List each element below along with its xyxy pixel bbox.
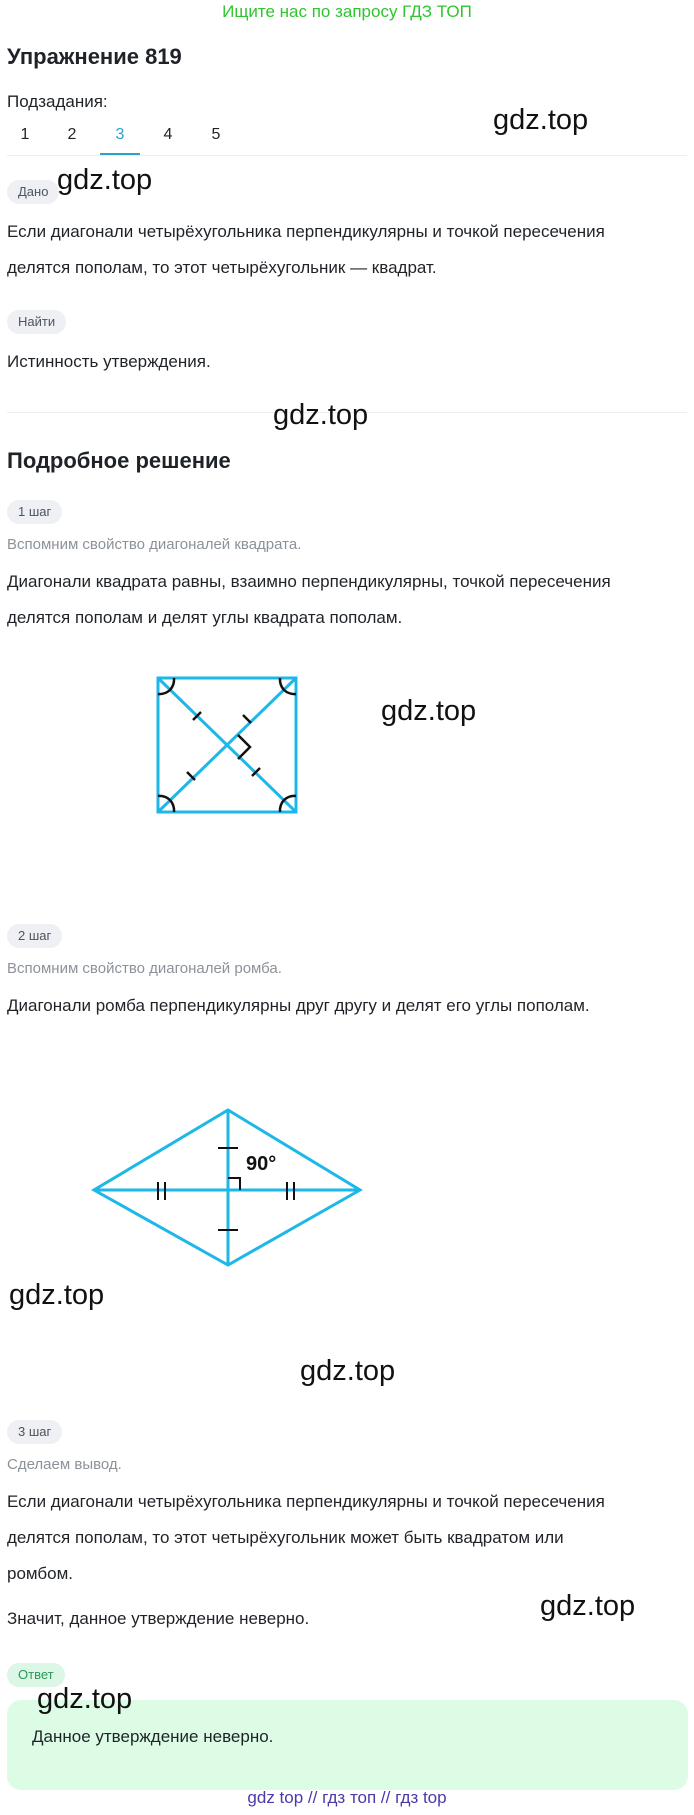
given-line-2: делятся пополам, то этот четырёхугольник — квадрат. — [7, 258, 437, 277]
tick-mark-3 — [187, 772, 195, 780]
watermark: gdz.top — [9, 1279, 105, 1311]
page-title: Упражнение 819 — [7, 44, 182, 69]
footer-links[interactable]: gdz top // гдз топ // гдз top — [247, 1788, 447, 1807]
corner-arc-bl — [158, 796, 174, 812]
corner-arc-br — [280, 796, 296, 812]
step-1-line-1: Диагонали квадрата равны, взаимно перпендикулярны, точкой пересечения — [7, 572, 611, 591]
step-3-line-4: Значит, данное утверждение неверно. — [7, 1609, 310, 1628]
tab-subtask-2[interactable]: 2 — [67, 126, 77, 143]
step-2-hint: Вспомним свойство диагоналей ромба. — [7, 960, 282, 977]
answer-badge: Ответ — [7, 1663, 65, 1687]
tick-mark-2 — [252, 768, 260, 776]
step-3-hint: Сделаем вывод. — [7, 1456, 122, 1473]
step-3-line-3: ромбом. — [7, 1564, 74, 1583]
subtasks-label: Подзадания: — [7, 92, 108, 111]
given-badge: Дано — [7, 180, 59, 204]
watermark: gdz.top — [57, 164, 153, 196]
search-banner[interactable]: Ищите нас по запросу ГДЗ ТОП — [222, 2, 472, 21]
step-1-line-2: делятся пополам и делят углы квадрата пополам. — [7, 608, 403, 627]
right-angle-mark — [228, 1178, 240, 1190]
tick-mark-1 — [193, 712, 201, 720]
watermark: gdz.top — [273, 399, 369, 431]
step-3-line-1: Если диагонали четырёхугольника перпендикулярны и точкой пересечения — [7, 1492, 605, 1511]
corner-arc-tl — [158, 678, 174, 694]
watermark: gdz.top — [37, 1683, 133, 1715]
square-diagonal-2 — [158, 678, 296, 812]
watermark: gdz.top — [381, 695, 477, 727]
angle-label-90: 90° — [246, 1153, 277, 1175]
tabs-divider — [7, 155, 687, 156]
step-2-badge: 2 шаг — [7, 924, 62, 948]
corner-arc-tr — [280, 678, 296, 694]
square-outline — [158, 678, 296, 812]
step-1-badge: 1 шаг — [7, 500, 62, 524]
given-line-1: Если диагонали четырёхугольника перпендикулярны и точкой пересечения — [7, 222, 605, 241]
step-2-line-1: Диагонали ромба перпендикулярны друг другу и делят его углы пополам. — [7, 996, 590, 1015]
watermark: gdz.top — [300, 1355, 396, 1387]
answer-text: Данное утверждение неверно. — [32, 1727, 274, 1746]
watermark: gdz.top — [540, 1590, 636, 1622]
find-badge: Найти — [7, 310, 66, 334]
step-3-line-2: делятся пополам, то этот четырёхугольник может быть квадратом или — [7, 1528, 564, 1547]
watermark: gdz.top — [493, 104, 589, 136]
square-diagonal-1 — [158, 678, 296, 812]
tab-subtask-5[interactable]: 5 — [211, 126, 221, 143]
tick-mark-4 — [243, 715, 251, 723]
tab-subtask-3[interactable]: 3 — [115, 126, 125, 143]
step-1-hint: Вспомним свойство диагоналей квадрата. — [7, 536, 302, 553]
rhombus-outline — [94, 1110, 360, 1265]
step-3-badge: 3 шаг — [7, 1420, 62, 1444]
right-angle-mark — [238, 735, 250, 759]
solution-title: Подробное решение — [7, 448, 231, 473]
tab-subtask-1[interactable]: 1 — [20, 126, 30, 143]
find-text: Истинность утверждения. — [7, 352, 211, 371]
tab-subtask-4[interactable]: 4 — [163, 126, 173, 143]
